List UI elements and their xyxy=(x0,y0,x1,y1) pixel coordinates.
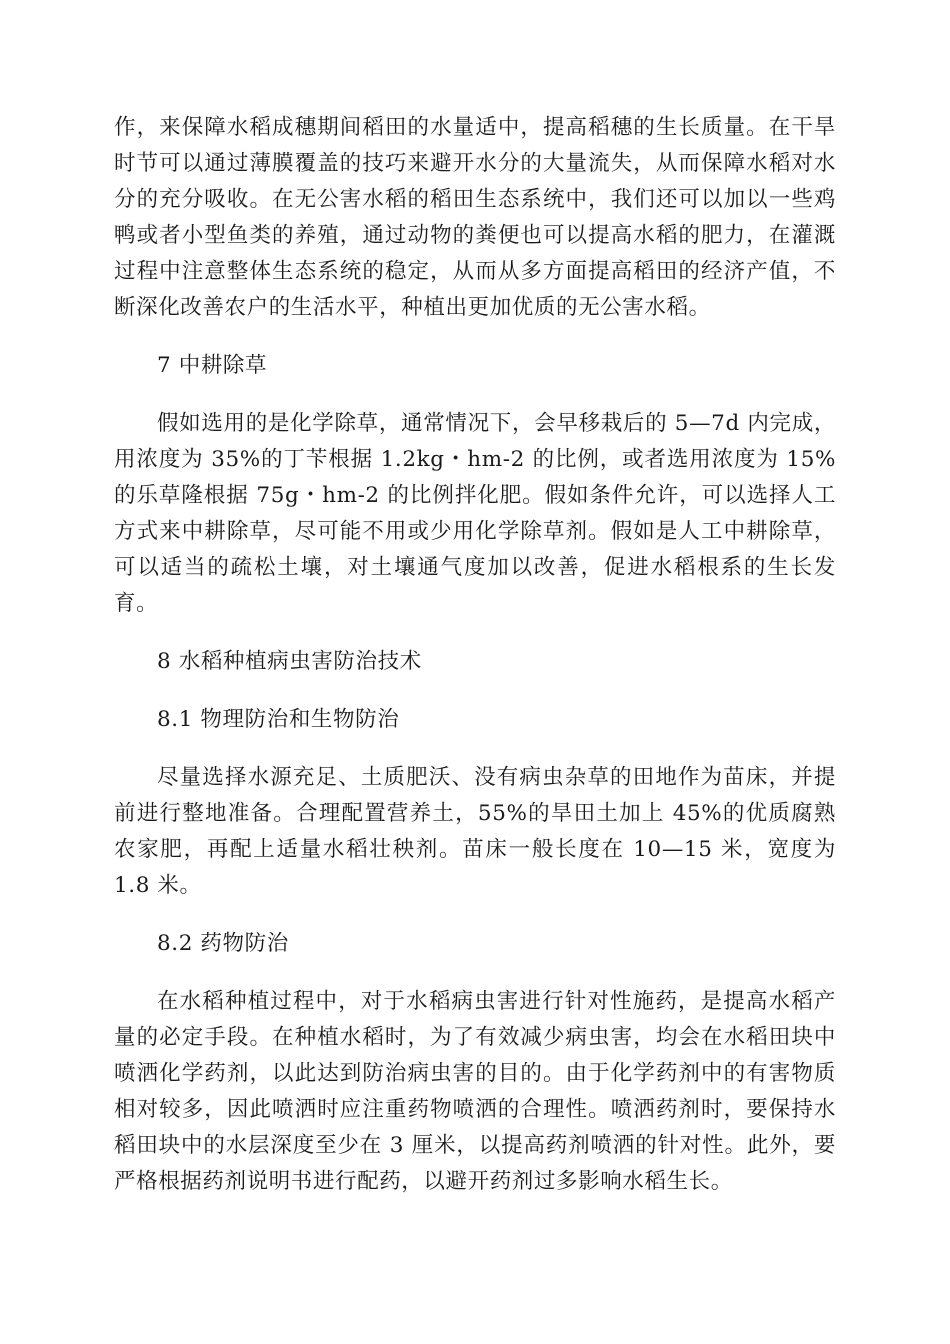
paragraph-chemical-control: 在水稻种植过程中，对于水稻病虫害进行针对性施药，是提高水稻产量的必定手段。在种植水稻时，为了有效减少病虫害，均会在水稻田块中喷洒化学药剂，以此达到防治病虫害的目的。由于化学药剂中的有害物质相对较多，因此喷洒时应注重药物喷洒的合理性。喷洒药剂时，要保持水稻田块中的水层深度至少在 3 厘米，以提高药剂喷洒的针对性。此外，要严格根据药剂说明书进行配药，以避开药剂过多影响水稻生长。 xyxy=(114,989,836,1194)
section-heading-8-2: 8.2 药物防治 xyxy=(157,931,289,956)
section-heading-8: 8 水稻种植病虫害防治技术 xyxy=(157,649,422,674)
section-heading-7: 7 中耕除草 xyxy=(157,353,268,378)
paragraph-irrigation-continued: 作，来保障水稻成穗期间稻田的水量适中，提高稻穗的生长质量。在干旱时节可以通过薄膜覆盖的技巧来避开水分的大量流失，从而保障水稻对水分的充分吸收。在无公害水稻的稻田生态系统中，我们还可以加以一些鸡鸭或者小型鱼类的养殖，通过动物的粪便也可以提高水稻的肥力，在灌溉过程中注意整体生态系统的稳定，从而从多方面提高稻田的经济产值，不断深化改善农户的生活水平，种植出更加优质的无公害水稻。 xyxy=(114,115,836,320)
paragraph-physical-biological-control: 尽量选择水源充足、土质肥沃、没有病虫杂草的田地作为苗床，并提前进行整地准备。合理配置营养土，55%的旱田土加上 45%的优质腐熟农家肥，再配上适量水稻壮秧剂。苗床一般长度在 10—15 米，宽度为 1.8 米。 xyxy=(114,765,836,898)
document-body xyxy=(114,110,836,1200)
paragraph-weeding: 假如选用的是化学除草，通常情况下，会早移栽后的 5—7d 内完成，用浓度为 35%的丁苄根据 1.2kg・hm-2 的比例，或者选用浓度为 15%的乐草隆根据 75g・hm-2 的比例拌化肥。假如条件允许，可以选择人工方式来中耕除草，尽可能不用或少用化学除草剂。假如是人工中耕除草，可以适当的疏松土壤，对土壤通气度加以改善，促进水稻根系的生长发育。 xyxy=(114,411,836,616)
section-heading-8-1: 8.1 物理防治和生物防治 xyxy=(157,707,400,732)
